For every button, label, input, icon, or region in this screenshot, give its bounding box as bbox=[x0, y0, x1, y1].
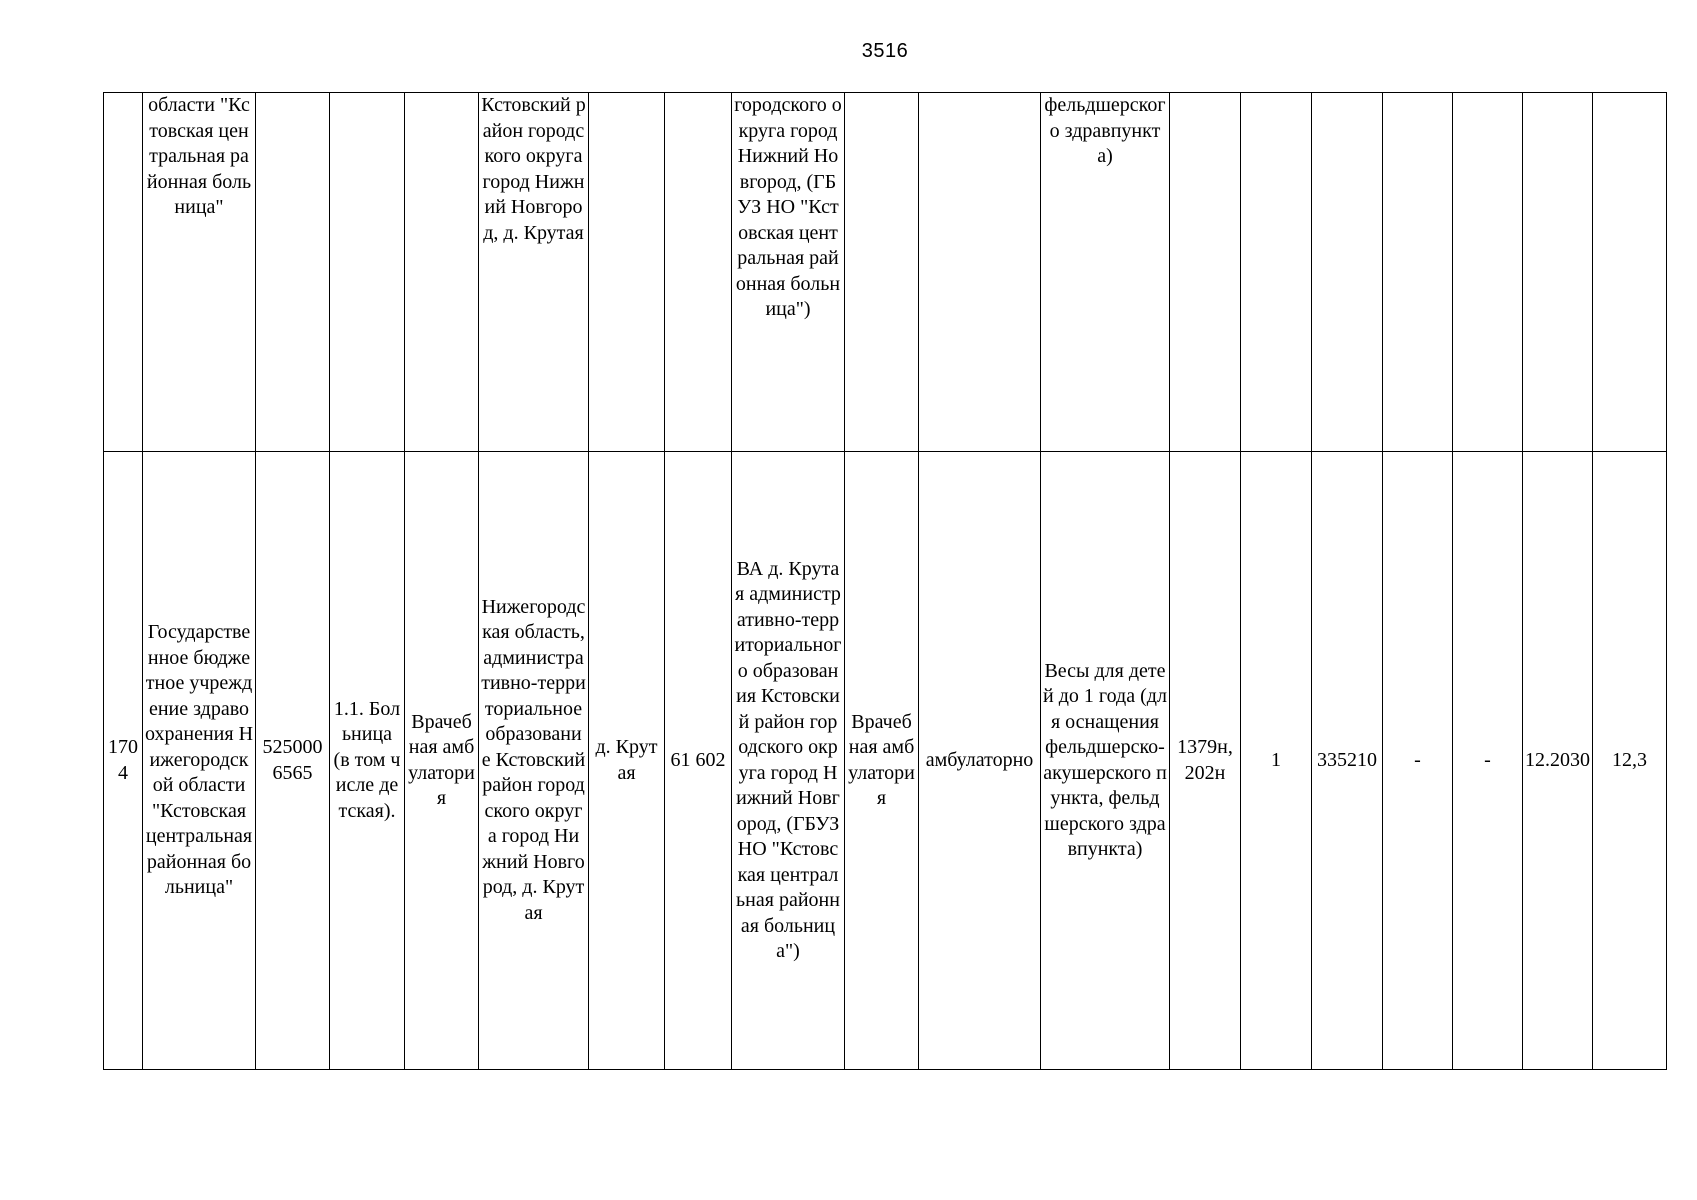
cell-col-17: - bbox=[1453, 452, 1523, 1070]
cell-address: Кстовский район городского округа город Нижний Новгород, д. Крутая bbox=[479, 93, 589, 452]
cell-unit-name: городского округа город Нижний Новгород, (ГБУЗ НО "Кстовская центральная районная больница") bbox=[732, 93, 845, 452]
cell-value bbox=[1593, 93, 1667, 452]
table-row-continuation bbox=[104, 93, 1667, 452]
cell-facility-type: 1.1. Больница (в том числе детская). bbox=[330, 452, 405, 1070]
cell-inn: 525000 6565 bbox=[256, 452, 330, 1070]
cell-care-condition: амбулаторно bbox=[919, 452, 1041, 1070]
equipment-table bbox=[103, 92, 1667, 1070]
cell-quantity bbox=[1241, 93, 1312, 452]
cell-facility-type bbox=[330, 93, 405, 452]
cell-number bbox=[104, 93, 143, 452]
cell-organization: Государственное бюджетное учреждение здравоохранения Нижегородской области "Кстовская центральная районная больница" bbox=[143, 452, 256, 1070]
cell-quantity: 1 bbox=[1241, 452, 1312, 1070]
cell-col-16: - bbox=[1383, 452, 1453, 1070]
cell-care-condition bbox=[919, 93, 1041, 452]
cell-date: 12.2030 bbox=[1523, 452, 1593, 1070]
cell-locality bbox=[589, 93, 665, 452]
page-number: 3516 bbox=[861, 40, 909, 62]
cell-unit-kind bbox=[845, 93, 919, 452]
cell-number: 1704 bbox=[104, 452, 143, 1070]
cell-date bbox=[1523, 93, 1593, 452]
cell-locality: д. Крутая bbox=[589, 452, 665, 1070]
cell-organization: области "Кстовская центральная районная больница" bbox=[143, 93, 256, 452]
cell-order bbox=[1170, 93, 1241, 452]
cell-oktmo: 61 602 bbox=[665, 452, 732, 1070]
table-row bbox=[104, 452, 1667, 1070]
cell-col-17 bbox=[1453, 93, 1523, 452]
cell-equipment: фельдшерского здравпункта) bbox=[1041, 93, 1170, 452]
cell-equipment: Весы для детей до 1 года (для оснащения фельдшерско-акушерского пункта, фельдшерского здравпункта) bbox=[1041, 452, 1170, 1070]
cell-col-16 bbox=[1383, 93, 1453, 452]
cell-unit-type bbox=[405, 93, 479, 452]
cell-unit-type: Врачебная амбулатория bbox=[405, 452, 479, 1070]
cell-unit-kind: Врачебная амбулатория bbox=[845, 452, 919, 1070]
cell-inn bbox=[256, 93, 330, 452]
cell-code: 335210 bbox=[1312, 452, 1383, 1070]
cell-order: 1379н, 202н bbox=[1170, 452, 1241, 1070]
cell-value: 12,3 bbox=[1593, 452, 1667, 1070]
cell-oktmo bbox=[665, 93, 732, 452]
cell-address: Нижегородская область, административно-территориальное образование Кстовский район городского округа город Нижний Новгород, д. Крутая bbox=[479, 452, 589, 1070]
cell-code bbox=[1312, 93, 1383, 452]
cell-unit-name: ВА д. Крутая административно-территориального образования Кстовский район городского округа город Нижний Новгород, (ГБУЗ НО "Кстовская центральная районная больница") bbox=[732, 452, 845, 1070]
